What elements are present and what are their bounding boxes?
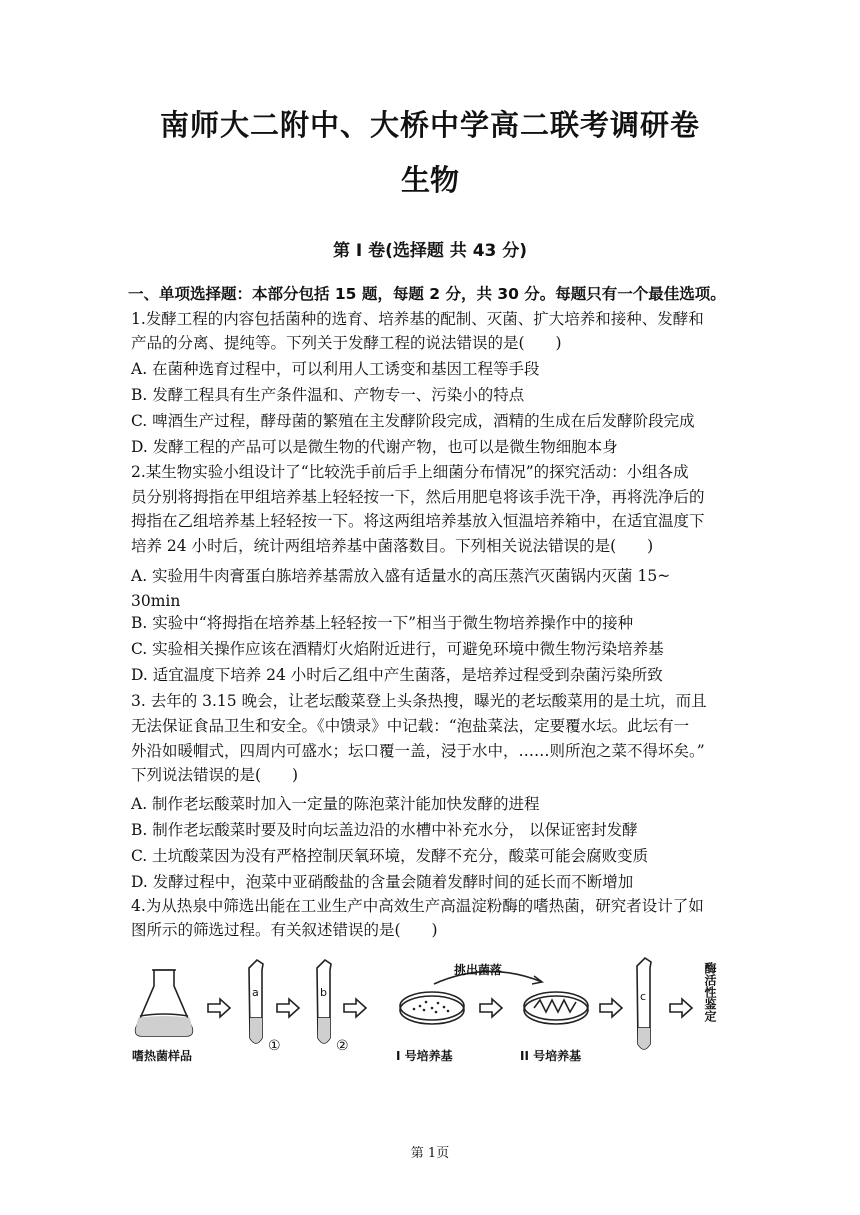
question-line: 1.发酵工程的内容包括菌种的选育、培养基的配制、灭菌、扩大培养和接种、发酵和 xyxy=(131,310,704,328)
question-line: 拇指在乙组培养基上轻轻按一下。将这两组培养基放入恒温培养箱中，在适宜温度下 xyxy=(131,512,705,530)
question-line: 外沿如暖帽式，四周内可盛水；坛口覆一盖，浸于水中，……则所泡之菜不得坏矣。” xyxy=(131,742,705,760)
arrow-icon xyxy=(344,999,366,1017)
sample-label: 嗜热菌样品 xyxy=(132,1049,193,1063)
step-2-label: ② xyxy=(336,1038,349,1054)
option-line: B. 实验中“将拇指在培养基上轻轻按一下”相当于微生物培养操作中的接种 xyxy=(131,614,634,632)
arrow-icon xyxy=(277,999,299,1017)
subject-title: 生物 xyxy=(400,163,459,197)
section-title: 第 I 卷(选择题 共 43 分) xyxy=(332,241,528,261)
option-line: C. 实验相关操作应该在酒精灯火焰附近进行，可避免环境中微生物污染培养基 xyxy=(131,640,664,658)
question-line: 图所示的筛选过程。有关叙述错误的是( ) xyxy=(131,921,438,939)
question-line: 培养 24 小时后，统计两组培养基中菌落数目。下列相关说法错误的是( ) xyxy=(131,537,654,555)
option-line: A. 在菌种选育过程中，可以利用人工诱变和基因工程等手段 xyxy=(131,360,540,378)
question-line: 2.某生物实验小组设计了“比较洗手前后手上细菌分布情况”的探究活动：小组各成 xyxy=(131,463,689,481)
tube-a-label: a xyxy=(252,986,259,999)
option-line: B. 制作老坛酸菜时要及时向坛盖边沿的水槽中补充水分， 以保证密封发酵 xyxy=(131,821,638,839)
screening-process-figure xyxy=(128,952,738,1082)
option-line: C. 土坑酸菜因为没有严格控制厌氧环境，发酵不充分，酸菜可能会腐败变质 xyxy=(131,847,649,865)
option-line: C. 啤酒生产过程，酵母菌的繁殖在主发酵阶段完成，酒精的生成在后发酵阶段完成 xyxy=(131,412,695,430)
question-line: 员分别将拇指在甲组培养基上轻轻按一下，然后用肥皂将该手洗干净，再将洗净后的 xyxy=(131,488,705,506)
option-line: D. 发酵过程中，泡菜中亚硝酸盐的含量会随着发酵时间的延长而不断增加 xyxy=(131,873,634,891)
petri-dish-2-icon xyxy=(524,992,588,1024)
arrow-icon xyxy=(600,999,622,1017)
arrow-icon xyxy=(670,999,692,1017)
option-line: B. 发酵工程具有生产条件温和、产物专一、污染小的特点 xyxy=(131,386,525,404)
option-line: A. 制作老坛酸菜时加入一定量的陈泡菜汁能加快发酵的进程 xyxy=(131,795,540,813)
page-number: 第 1页 xyxy=(410,1146,450,1161)
option-line: D. 发酵工程的产品可以是微生物的代谢产物，也可以是微生物细胞本身 xyxy=(131,438,618,456)
pick-colony-label: 挑出菌落 xyxy=(454,963,503,977)
question-line: 下列说法错误的是( ) xyxy=(131,766,299,784)
medium-2-label: II 号培养基 xyxy=(520,1049,582,1063)
question-line: 3. 去年的 3.15 晚会，让老坛酸菜登上头条热搜，曝光的老坛酸菜用的是土坑，而且 xyxy=(131,692,707,710)
assay-label: 酶活性鉴定 xyxy=(703,962,717,1022)
option-line: D. 适宜温度下培养 24 小时后乙组中产生菌落，是培养过程受到杂菌污染所致 xyxy=(131,666,663,684)
option-line: A. 实验用牛肉膏蛋白胨培养基需放入盛有适量水的高压蒸汽灭菌锅内灭菌 15~ xyxy=(131,567,671,585)
tube-b-label: b xyxy=(320,986,327,999)
exam-title: 南师大二附中、大桥中学高二联考调研卷 xyxy=(159,108,700,142)
step-1-label: ① xyxy=(268,1038,281,1054)
colonies-icon xyxy=(413,1001,450,1014)
tube-c-label: c xyxy=(640,990,647,1003)
question-line: 无法保证食品卫生和安全。《中馈录》中记载：“泡盐菜法，定要覆水坛。此坛有一 xyxy=(131,717,690,735)
question-line: 产品的分离、提纯等。下列关于发酵工程的说法错误的是( ) xyxy=(131,334,562,352)
question-line: 4.为从热泉中筛选出能在工业生产中高效生产高温淀粉酶的嗜热菌，研究者设计了如 xyxy=(131,897,704,915)
medium-1-label: I 号培养基 xyxy=(396,1049,453,1063)
section-instruction: 一、单项选择题：本部分包括 15 题，每题 2 分，共 30 分。每题只有一个最佳选项。 xyxy=(128,285,726,303)
option-line: 30min xyxy=(131,592,181,610)
arrow-icon xyxy=(208,999,230,1017)
arrow-icon xyxy=(480,999,502,1017)
